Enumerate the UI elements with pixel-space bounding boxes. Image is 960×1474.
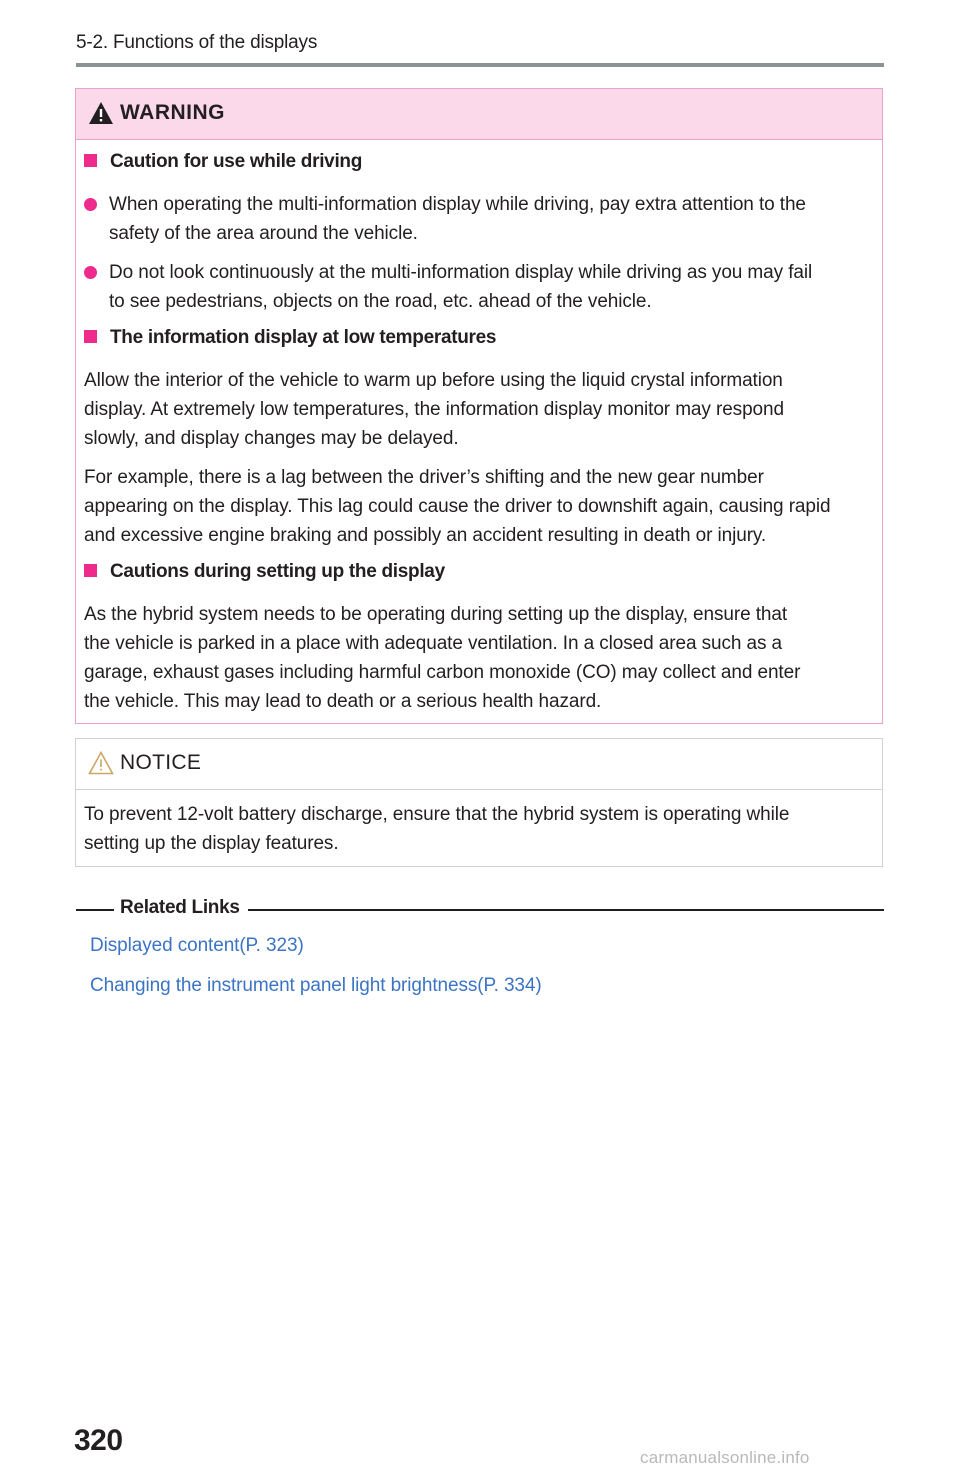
notice-title: NOTICE <box>120 751 202 774</box>
heading-rule <box>76 909 114 911</box>
paragraph: Allow the interior of the vehicle to warm up before using the liquid crystal information display. At extremely low temperatures, the information display monitor may respond slowly, and display changes may be delayed. <box>84 370 784 449</box>
section-title: 5-2. Functions of the displays <box>76 32 318 53</box>
related-links-title: Related Links <box>120 897 240 918</box>
warning-triangle-icon <box>88 101 114 125</box>
notice-text: To prevent 12-volt battery discharge, ensure that the hybrid system is operating while setting up the display features. <box>84 804 790 854</box>
link-instrument-panel-brightness[interactable]: Changing the instrument panel light brightness(P. 334) <box>90 975 542 996</box>
watermark: carmanualsonline.info <box>640 1448 810 1467</box>
round-bullet-icon <box>84 198 97 211</box>
round-bullet-icon <box>84 266 97 279</box>
notice-header <box>76 739 882 790</box>
section-heading-setting-up-display: Cautions during setting up the display <box>84 561 445 583</box>
bullet-text: When operating the multi-information display while driving, pay extra attention to the safety of the area around the vehicle. <box>109 194 806 244</box>
square-bullet-icon <box>84 564 97 577</box>
paragraph: For example, there is a lag between the driver’s shifting and the new gear number appearing on the display. This lag could cause the driver to downshift again, causing rapid and excessive engine braking and possibly an accident resulting in death or injury. <box>84 467 831 546</box>
warning-title: WARNING <box>120 101 225 124</box>
square-bullet-icon <box>84 154 97 167</box>
header-rule <box>76 63 884 67</box>
heading-rule <box>248 909 884 911</box>
paragraph: As the hybrid system needs to be operating during setting up the display, ensure that the vehicle is parked in a place with adequate ventilation. In a closed area such as a garage, exhaust gases including harmful carbon monoxide (CO) may collect and enter the vehicle. This may lead to death or a serious health hazard. <box>84 604 801 712</box>
bullet-text: Do not look continuously at the multi-information display while driving as you may fail to see pedestrians, objects on the road, etc. ahead of the vehicle. <box>109 262 813 312</box>
square-bullet-icon <box>84 330 97 343</box>
page-header <box>76 30 884 68</box>
link-displayed-content[interactable]: Displayed content(P. 323) <box>90 935 304 956</box>
page-number: 320 <box>74 1424 123 1457</box>
section-heading-low-temperatures: The information display at low temperatures <box>84 327 496 349</box>
section-heading-caution-driving: Caution for use while driving <box>84 151 362 173</box>
caution-triangle-icon <box>88 751 114 775</box>
related-links-heading <box>76 897 884 927</box>
warning-box <box>75 88 883 724</box>
warning-header <box>76 89 882 140</box>
notice-box <box>75 738 883 867</box>
